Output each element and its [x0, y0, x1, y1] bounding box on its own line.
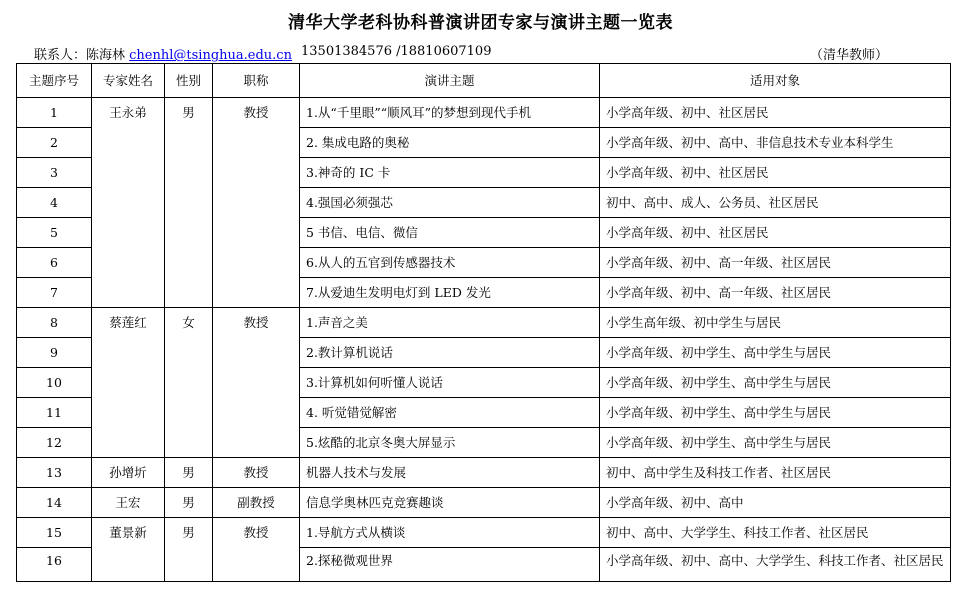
contact-note: （清华教师）	[810, 48, 889, 63]
expert-gender: 女	[165, 308, 213, 458]
header-gender: 性别	[165, 64, 213, 98]
header-expert: 专家姓名	[92, 64, 165, 98]
topic-audience: 小学高年级、初中、社区居民	[600, 158, 951, 188]
topic-name: 5.炫酷的北京冬奥大屏显示	[300, 428, 600, 458]
topic-number: 6	[17, 248, 92, 278]
expert-title: 教授	[213, 518, 300, 582]
expert-gender: 男	[165, 458, 213, 488]
table-row	[17, 488, 951, 518]
topic-name: 2. 集成电路的奥秘	[300, 128, 600, 158]
expert-name: 蔡莲红	[92, 308, 165, 458]
expert-name: 王永弟	[92, 98, 165, 308]
topic-audience: 小学高年级、初中、高中、大学学生、科技工作者、社区居民	[600, 548, 951, 582]
topic-name: 1.导航方式从横谈	[300, 518, 600, 548]
topic-name: 信息学奥林匹克竞赛趣谈	[300, 488, 600, 518]
expert-title: 教授	[213, 458, 300, 488]
topic-audience: 小学高年级、初中学生、高中学生与居民	[600, 368, 951, 398]
header-audience: 适用对象	[600, 64, 951, 98]
topic-name: 机器人技术与发展	[300, 458, 600, 488]
expert-name: 王宏	[92, 488, 165, 518]
topic-audience: 小学生高年级、初中学生与居民	[600, 308, 951, 338]
expert-title: 教授	[213, 98, 300, 308]
topic-name: 2.教计算机说话	[300, 338, 600, 368]
topic-number: 10	[17, 368, 92, 398]
topic-name: 4.强国必须强芯	[300, 188, 600, 218]
topic-name: 6.从人的五官到传感器技术	[300, 248, 600, 278]
topic-name: 1.声音之美	[300, 308, 600, 338]
expert-gender: 男	[165, 98, 213, 308]
topic-audience: 小学高年级、初中学生、高中学生与居民	[600, 398, 951, 428]
table-row	[17, 98, 951, 128]
topic-audience: 小学高年级、初中、社区居民	[600, 98, 951, 128]
topic-number: 1	[17, 98, 92, 128]
expert-topic-table	[16, 63, 951, 582]
topic-audience: 小学高年级、初中、高一年级、社区居民	[600, 248, 951, 278]
header-index: 主题序号	[17, 64, 92, 98]
contact-phones: 13501384576 /18810607109	[301, 44, 492, 59]
topic-name: 7.从爱迪生发明电灯到 LED 发光	[300, 278, 600, 308]
topic-number: 16	[17, 548, 92, 582]
table-row	[17, 308, 951, 338]
topic-name: 1.从“千里眼”“顺风耳”的梦想到现代手机	[300, 98, 600, 128]
table-row	[17, 458, 951, 488]
topic-number: 7	[17, 278, 92, 308]
topic-audience: 小学高年级、初中、高中	[600, 488, 951, 518]
expert-name: 孙增圻	[92, 458, 165, 488]
topic-number: 12	[17, 428, 92, 458]
topic-audience: 小学高年级、初中学生、高中学生与居民	[600, 338, 951, 368]
document-title: 清华大学老科协科普演讲团专家与演讲主题一览表	[288, 13, 673, 33]
header-title: 职称	[213, 64, 300, 98]
table-header-row	[17, 64, 951, 98]
topic-number: 3	[17, 158, 92, 188]
topic-number: 8	[17, 308, 92, 338]
topic-audience: 小学高年级、初中、社区居民	[600, 218, 951, 248]
topic-number: 4	[17, 188, 92, 218]
expert-gender: 男	[165, 518, 213, 582]
topic-number: 13	[17, 458, 92, 488]
topic-number: 14	[17, 488, 92, 518]
table-body	[17, 98, 951, 582]
table-row	[17, 518, 951, 548]
topic-audience: 小学高年级、初中、高中、非信息技术专业本科学生	[600, 128, 951, 158]
topic-name: 4. 听觉错觉解密	[300, 398, 600, 428]
expert-title: 副教授	[213, 488, 300, 518]
expert-title: 教授	[213, 308, 300, 458]
topic-audience: 初中、高中、大学学生、科技工作者、社区居民	[600, 518, 951, 548]
topic-number: 2	[17, 128, 92, 158]
topic-number: 11	[17, 398, 92, 428]
topic-number: 15	[17, 518, 92, 548]
contact-label: 联系人：陈海林	[34, 48, 126, 63]
contact-line	[34, 44, 934, 62]
topic-number: 9	[17, 338, 92, 368]
topic-number: 5	[17, 218, 92, 248]
topic-name: 3.计算机如何听懂人说话	[300, 368, 600, 398]
expert-gender: 男	[165, 488, 213, 518]
expert-name: 董景新	[92, 518, 165, 582]
topic-audience: 初中、高中学生及科技工作者、社区居民	[600, 458, 951, 488]
topic-audience: 小学高年级、初中、高一年级、社区居民	[600, 278, 951, 308]
topic-name: 2.探秘微观世界	[300, 548, 600, 582]
topic-name: 3.神奇的 IC 卡	[300, 158, 600, 188]
topic-audience: 初中、高中、成人、公务员、社区居民	[600, 188, 951, 218]
header-topic: 演讲主题	[300, 64, 600, 98]
topic-audience: 小学高年级、初中学生、高中学生与居民	[600, 428, 951, 458]
topic-name: 5 书信、电信、微信	[300, 218, 600, 248]
contact-email-link[interactable]: chenhl@tsinghua.edu.cn	[129, 48, 292, 63]
